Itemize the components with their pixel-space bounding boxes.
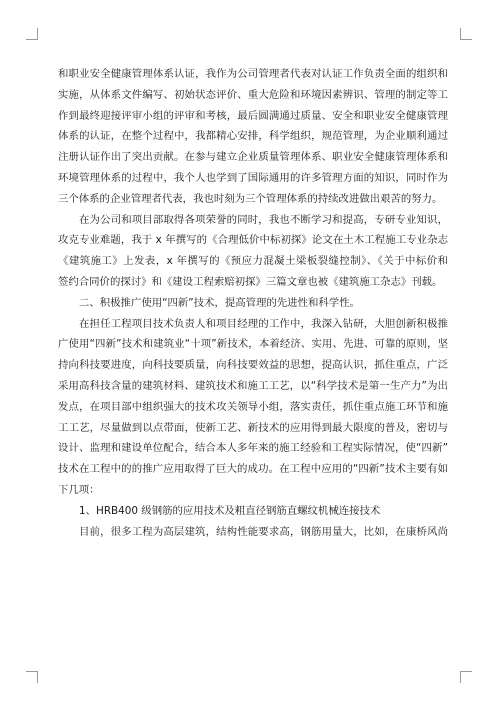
text-line: 采用高科技含量的建筑材料、建筑技术和施工工艺，以“科学技术是第一生产力”为出 [58, 379, 448, 392]
text-line: 签约合同价的探讨》和《建设工程索赔初探》三篇文章也被《建筑施工杂志》刊载。 [58, 275, 443, 288]
text-line: 和职业安全健康管理体系认证，我作为公司管理者代表对认证工作负责全面的组织和 [58, 68, 448, 80]
text-line: 三个体系的企业管理者代表，我也时刻为三个管理体系的持续改进做出艰苦的努力。 [58, 192, 443, 205]
text-line: 注册认证作出了突出贡献。在参与建立企业质量管理体系、职业安全健康管理体系和 [58, 151, 448, 164]
text-line: 目前，很多工程为高层建筑，结构性能要求高，钢筋用量大，比如，在康桥风尚 [79, 525, 448, 538]
text-line: 技术在工程中的的推广应用取得了巨大的成功。在工程中应用的“四新”技术主要有如 [58, 463, 448, 476]
paragraph-certification [58, 64, 448, 210]
section-heading [58, 293, 448, 314]
text-line: 下几项： [58, 483, 100, 496]
subsection-heading [58, 501, 448, 522]
crop-mark-bottom-left [26, 671, 38, 683]
text-line: 在担任工程项目技术负责人和项目经理的工作中，我深入钻研，大胆创新积极推 [79, 317, 448, 330]
crop-mark-top-left [26, 28, 38, 40]
crop-mark-top-right [460, 28, 472, 40]
text-line: 广使用“四新”技术和建筑业“十项”新技术，本着经济、实用、先进、可靠的原则，坚 [58, 338, 448, 351]
paragraph-four-new-tech [58, 314, 448, 501]
text-line: 持向科技要进度，向科技要质量，向科技要效益的思想，提高认识，抓住重点，广泛 [58, 359, 448, 372]
text-line: 体系的认证，在整个过程中，我都精心安排，科学组织，规范管理，为企业顺利通过 [58, 130, 448, 143]
text-line: 发点，在项目部中组织强大的技术攻关领导小组，落实责任，抓住重点施工环节和施 [58, 400, 448, 413]
crop-mark-bottom-right [460, 671, 472, 683]
text-line: 设计、监理和建设单位配合，结合本人多年来的施工经验和工程实际情况，使“四新” [58, 442, 448, 455]
heading-line: 二、积极推广使用“四新”技术，提高管理的先进性和科学性。 [79, 296, 360, 309]
text-line: 在为公司和项目部取得各项荣誉的同时，我也不断学习和提高，专研专业知识， [79, 213, 448, 226]
paragraph-current-projects [58, 522, 448, 543]
paragraph-publications [58, 210, 448, 293]
text-line: 《建筑施工》上发表，x 年撰写的《预应力混凝土梁板裂缝控制》、《关于中标价和 [58, 255, 448, 268]
text-line: 作到最终迎接评审小组的评审和考核，最后圆满通过质量、安全和职业安全健康管理 [58, 109, 448, 122]
text-line: 实施，从体系文件编写、初始状态评价、重大危险和环境因素辨识、管理的制定等工 [58, 88, 448, 101]
text-line: 环境管理体系的过程中，我个人也学到了国际通用的许多管理方面的知识，同时作为 [58, 171, 448, 184]
text-line: 工工艺，尽量做到以点带面，使新工艺、新技术的应用得到最大限度的普及，密切与 [58, 421, 448, 434]
document-body [58, 64, 448, 542]
text-line: 攻克专业难题，我于 x 年撰写的《合理低价中标初探》论文在土木工程施工专业杂志 [58, 234, 448, 247]
heading-line: 1、HRB400 级钢筋的应用技术及粗直径钢筋直螺纹机械连接技术 [79, 504, 381, 517]
